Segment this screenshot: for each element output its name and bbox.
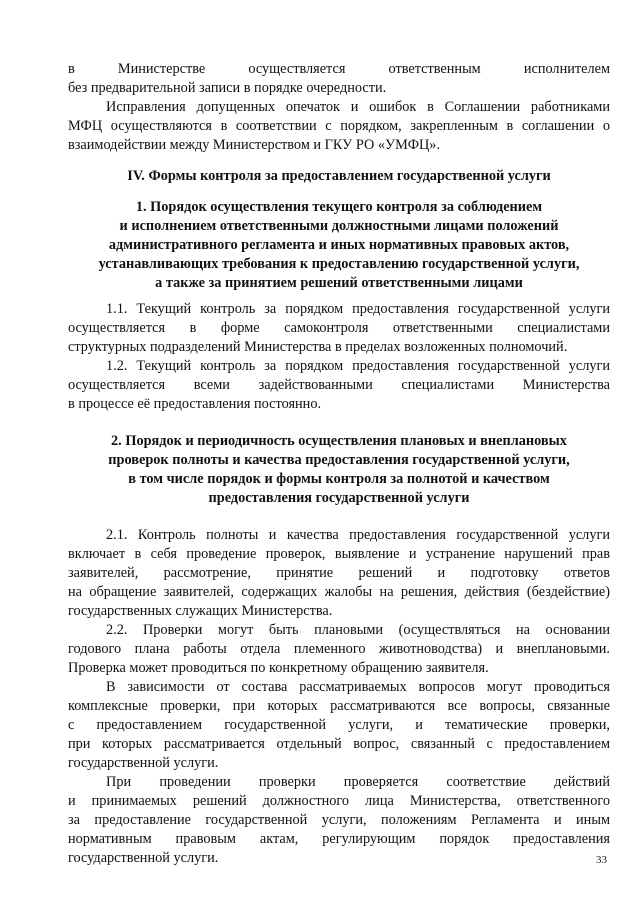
text-line: При проведении проверки проверяется соответствие действий: [106, 774, 610, 790]
paragraph-corrections: [68, 98, 610, 155]
text-line: при которых рассматривается отдельный вопрос, связанный с предоставлением: [68, 736, 610, 752]
text-line: 1.1. Текущий контроль за порядком предоставления государственной услуги: [106, 301, 610, 317]
text-line: осуществляется в форме самоконтроля ответственными специалистами: [68, 320, 610, 336]
text-line: осуществляется всеми задействованными специалистами Министерства: [68, 377, 610, 393]
text-line: нормативным правовым актам, регулирующим порядок предоставления: [68, 831, 610, 847]
heading-line: административного регламента и иных нормативных правовых актов,: [108, 237, 570, 253]
paragraph-1-1: [68, 300, 610, 357]
paragraph-inspection-types: [68, 678, 610, 773]
subsection-heading-1: [68, 198, 610, 293]
heading-line: предоставления государственной услуги: [208, 490, 470, 506]
paragraph-continuation: [68, 60, 610, 98]
heading-line: устанавливающих требования к предоставлению государственной услуги,: [98, 256, 580, 272]
text-line: на обращение заявителей, содержащих жалобы на решения, действия (бездействие): [68, 584, 610, 600]
section-heading: IV. Формы контроля за предоставлением государственной услуги: [127, 168, 551, 184]
paragraph-1-2: [68, 357, 610, 414]
text-line: 2.1. Контроль полноты и качества предоставления государственной услуги: [106, 527, 610, 543]
text-line: государственной услуги.: [68, 850, 219, 866]
text-line: Проверка может проводиться по конкретному обращению заявителя.: [68, 660, 489, 676]
text-line: В зависимости от состава рассматриваемых вопросов могут проводиться: [106, 679, 610, 695]
page-number: 33: [596, 854, 607, 866]
text-line: заявителей, рассмотрение, принятие решений и подготовку ответов: [68, 565, 610, 581]
paragraph-2-2: [68, 621, 610, 678]
text-line: МФЦ осуществляются в соответствии с порядком, закрепленным в соглашении о: [68, 118, 610, 134]
text-line: комплексные проверки, при которых рассматриваются все вопросы, связанные: [68, 698, 610, 714]
text-line: с предоставлением государственной услуги, и тематические проверки,: [68, 717, 610, 733]
heading-line: в том числе порядок и формы контроля за полнотой и качеством: [128, 471, 550, 487]
paragraph-inspection-scope: [68, 773, 610, 868]
document-body: [68, 60, 610, 868]
text-line: государственной услуги.: [68, 755, 219, 771]
text-line: структурных подразделений Министерства в пределах возложенных полномочий.: [68, 339, 568, 355]
text-line: годового плана работы отдела племенного животноводства) и внеплановыми.: [68, 641, 610, 657]
text-line: включает в себя проведение проверок, выявление и устранение нарушений прав: [68, 546, 610, 562]
heading-line: 1. Порядок осуществления текущего контроля за соблюдением: [135, 199, 543, 215]
text-line: 2.2. Проверки могут быть плановыми (осуществляться на основании: [106, 622, 610, 638]
text-line: без предварительной записи в порядке очередности.: [68, 80, 387, 96]
heading-line: 2. Порядок и периодичность осуществления плановых и внеплановых: [111, 433, 567, 449]
paragraph-2-1: [68, 526, 610, 621]
text-line: в Министерстве осуществляется ответственным исполнителем: [68, 61, 610, 77]
text-line: государственных служащих Министерства.: [68, 603, 333, 619]
text-line: взаимодействии между Министерством и ГКУ РО «УМФЦ».: [68, 137, 441, 153]
heading-line: проверок полноты и качества предоставления государственной услуги,: [108, 452, 570, 468]
text-line: в процессе её предоставления постоянно.: [68, 396, 322, 412]
text-line: за предоставление государственной услуги, положениям Регламента и иным: [68, 812, 610, 828]
text-line: 1.2. Текущий контроль за порядком предоставления государственной услуги: [106, 358, 610, 374]
subsection-heading-2: [68, 432, 610, 508]
text-line: и принимаемых решений должностного лица Министерства, ответственного: [68, 793, 610, 809]
heading-line: и исполнением ответственными должностными лицами положений: [119, 218, 559, 234]
text-line: Исправления допущенных опечаток и ошибок в Соглашении работниками: [106, 99, 610, 115]
heading-line: а также за принятием решений ответственными лицами: [155, 275, 523, 291]
